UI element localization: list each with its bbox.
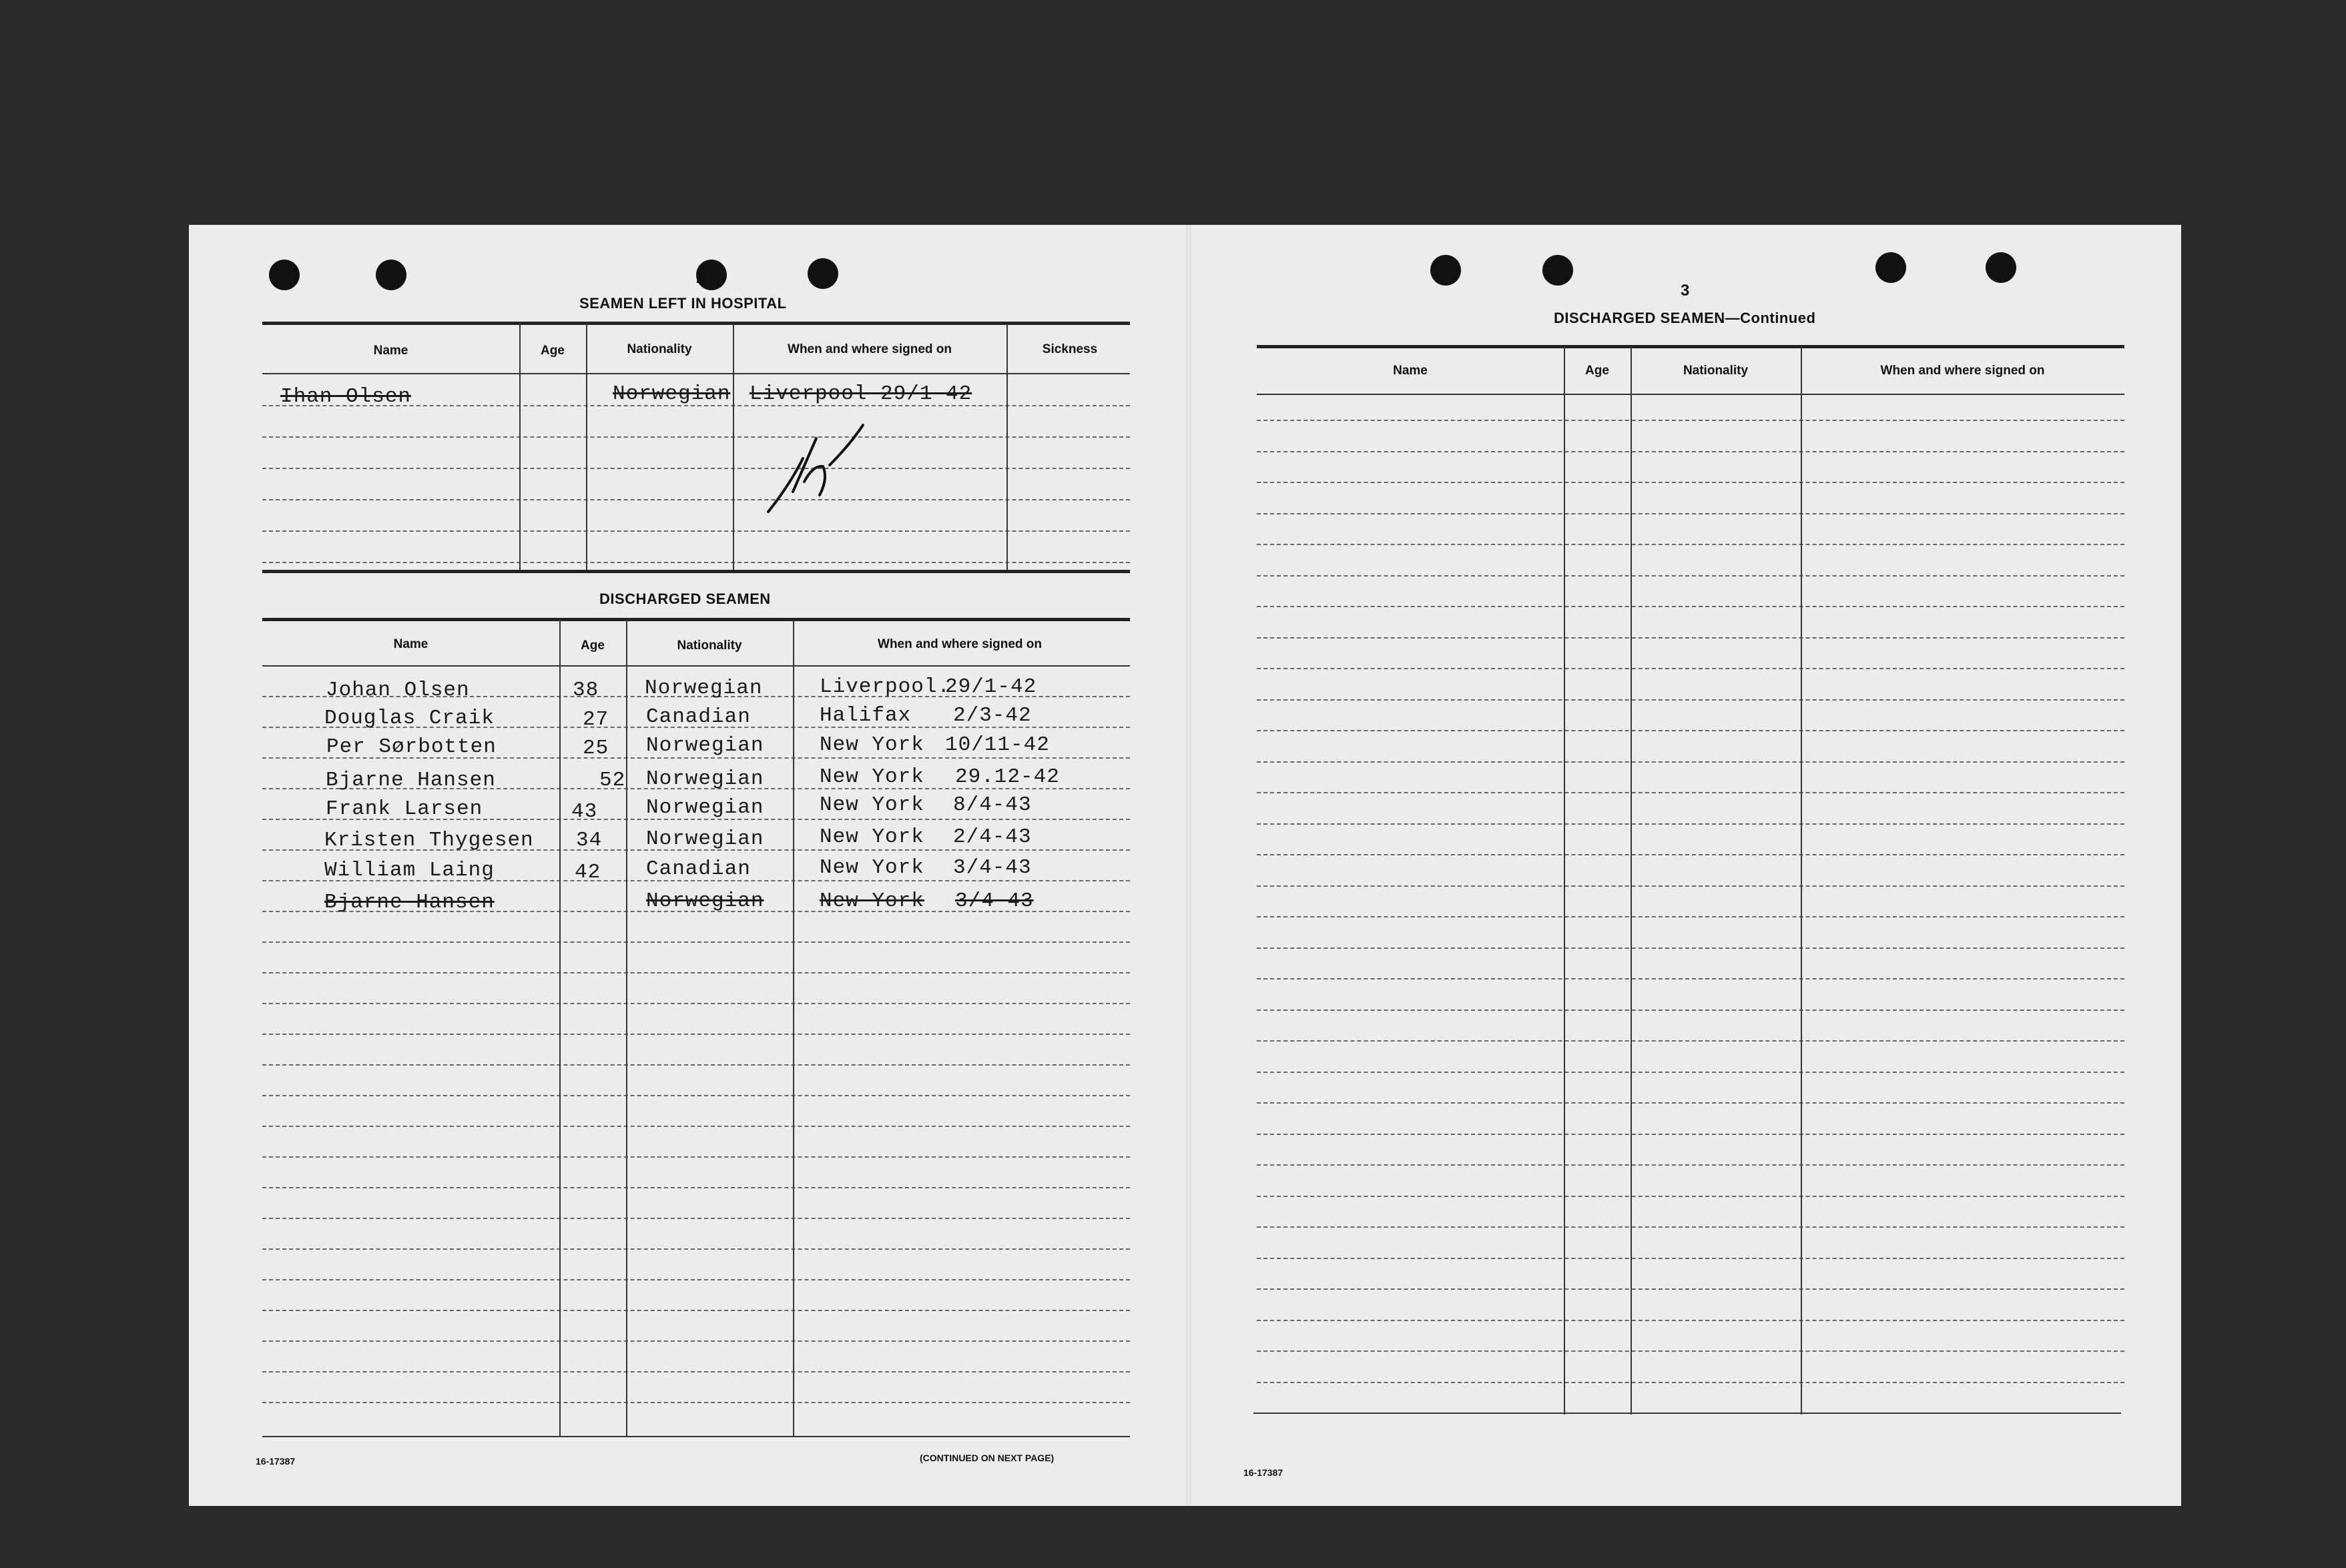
col-header-name: Name <box>393 637 428 651</box>
hospital-section-title: SEAMEN LEFT IN HOSPITAL <box>579 295 787 312</box>
row-line <box>262 1003 1130 1004</box>
row-line <box>1257 482 2124 483</box>
col-divider <box>626 620 627 1437</box>
row-line <box>1257 1226 2124 1228</box>
discharged-section-title: DISCHARGED SEAMEN <box>599 591 771 607</box>
seaman-age: 34 <box>576 829 603 852</box>
row-line <box>1257 792 2124 793</box>
seaman-age: 43 <box>571 800 598 823</box>
row-line <box>262 1310 1130 1311</box>
punch-hole <box>808 258 838 289</box>
seaman-age: 52 <box>599 769 626 792</box>
punch-hole <box>1430 255 1461 286</box>
row-line <box>1257 575 2124 576</box>
form-code: 16-17387 <box>256 1456 296 1467</box>
col-divider <box>1564 347 1565 1415</box>
page-number: 3 <box>1681 282 1690 300</box>
col-header-age: Age <box>1585 364 1609 378</box>
seaman-name: Bjarne Hansen <box>326 769 496 792</box>
seaman-place: New York <box>820 856 924 879</box>
form-code: 16-17387 <box>1243 1467 1283 1478</box>
table-rule <box>1257 394 2124 395</box>
left-page <box>189 225 1190 1506</box>
table-rule <box>262 1436 1130 1437</box>
handwritten-signature-mark <box>763 418 870 518</box>
seaman-nationality: Norwegian <box>646 734 764 757</box>
row-line <box>262 562 1130 563</box>
table-rule <box>262 665 1130 667</box>
seaman-name: Johan Olsen <box>326 679 470 702</box>
seaman-place: Halifax <box>820 704 912 727</box>
row-line <box>1257 668 2124 669</box>
table-rule <box>1257 345 2124 348</box>
row-line <box>262 1034 1130 1035</box>
seaman-nationality: Norwegian <box>646 767 764 791</box>
seaman-nationality-struck: Norwegian <box>646 889 764 913</box>
col-divider <box>519 324 521 570</box>
table-rule <box>262 373 1130 374</box>
seaman-name-struck: Bjarne Hansen <box>324 891 495 914</box>
seaman-nationality: Canadian <box>646 857 751 881</box>
row-line <box>1257 699 2124 701</box>
seaman-nationality: Norwegian <box>645 677 763 700</box>
hospital-row-signed-on: Liverpool 29/1-42 <box>750 382 972 406</box>
table-rule <box>262 322 1130 325</box>
punch-hole <box>1875 252 1906 283</box>
col-header-name: Name <box>1393 364 1428 378</box>
seaman-place: Liverpool. <box>820 675 951 699</box>
row-line <box>1257 1072 2124 1073</box>
seaman-nationality: Canadian <box>646 705 751 729</box>
seaman-place: New York <box>820 793 924 817</box>
seaman-name: Kristen Thygesen <box>324 829 534 852</box>
row-line <box>1257 606 2124 607</box>
col-header-signed-on: When and where signed on <box>1880 364 2045 378</box>
row-line <box>262 1218 1130 1219</box>
col-divider <box>1631 347 1632 1415</box>
row-line <box>262 436 1130 438</box>
seaman-nationality: Norwegian <box>646 827 764 851</box>
seaman-date-struck: 3/4-43 <box>955 889 1034 913</box>
row-line <box>1257 420 2124 421</box>
row-line <box>1257 761 2124 763</box>
seaman-date: 3/4-43 <box>953 856 1032 879</box>
punch-hole <box>269 260 300 290</box>
col-header-age: Age <box>581 639 605 653</box>
row-line <box>262 1126 1130 1127</box>
col-divider <box>559 620 561 1437</box>
seaman-date: 29.12-42 <box>955 765 1060 789</box>
seaman-date: 29/1-42 <box>945 675 1037 699</box>
seaman-age: 25 <box>583 737 609 760</box>
row-line <box>1257 1350 2124 1352</box>
row-line <box>262 499 1130 500</box>
row-line <box>1257 1010 2124 1011</box>
seaman-date: 8/4-43 <box>953 793 1032 817</box>
seaman-age: 27 <box>583 708 609 731</box>
row-line <box>1257 1288 2124 1290</box>
table-rule <box>1253 1413 2121 1414</box>
seaman-age: 42 <box>575 861 601 884</box>
seaman-nationality: Norwegian <box>646 796 764 819</box>
row-line <box>262 1279 1130 1280</box>
seaman-place: New York <box>820 765 924 789</box>
page-title: DISCHARGED SEAMEN—Continued <box>1554 310 1816 326</box>
col-divider <box>586 324 587 570</box>
punch-hole <box>1986 252 2016 283</box>
row-line <box>262 1095 1130 1096</box>
seaman-date: 2/4-43 <box>953 825 1032 849</box>
row-line <box>262 468 1130 469</box>
seaman-date: 10/11-42 <box>945 733 1050 757</box>
row-line <box>1257 947 2124 949</box>
col-header-sickness: Sickness <box>1042 342 1098 356</box>
hospital-row-name: Ihan Olsen <box>280 385 412 408</box>
col-header-signed-on: When and where signed on <box>878 637 1042 651</box>
row-line <box>262 1340 1130 1342</box>
col-header-nationality: Nationality <box>1683 364 1749 378</box>
continued-note: (CONTINUED ON NEXT PAGE) <box>920 1453 1055 1463</box>
col-divider <box>793 620 794 1437</box>
row-line <box>1257 978 2124 979</box>
seaman-place-struck: New York <box>820 889 924 913</box>
row-line <box>262 1248 1130 1250</box>
seaman-name: Frank Larsen <box>326 797 483 821</box>
col-header-age: Age <box>541 344 565 358</box>
col-header-nationality: Nationality <box>627 342 692 356</box>
row-line <box>1257 1102 2124 1104</box>
row-line <box>1257 1320 2124 1321</box>
page-number: 2 <box>696 269 705 287</box>
row-line <box>1257 1258 2124 1259</box>
row-line <box>262 1187 1130 1188</box>
row-line <box>262 1156 1130 1158</box>
punch-hole <box>376 260 406 290</box>
seaman-name: Douglas Craik <box>324 707 495 730</box>
table-rule <box>262 618 1130 621</box>
table-rule <box>262 570 1130 573</box>
row-line <box>1257 637 2124 639</box>
row-line <box>262 1371 1130 1373</box>
col-header-nationality: Nationality <box>677 639 742 653</box>
row-line <box>1257 1382 2124 1383</box>
col-header-signed-on: When and where signed on <box>788 342 952 356</box>
right-page <box>1190 225 2181 1506</box>
row-line <box>1257 1134 2124 1135</box>
seaman-place: New York <box>820 733 924 757</box>
row-line <box>262 1402 1130 1403</box>
row-line <box>1257 916 2124 917</box>
seaman-name: Per Sørbotten <box>326 735 497 759</box>
col-divider <box>1006 324 1008 570</box>
punch-hole <box>1542 255 1573 286</box>
row-line <box>1257 544 2124 545</box>
logbook-sheet <box>189 225 2181 1506</box>
row-line <box>262 530 1130 532</box>
row-line <box>1257 1040 2124 1042</box>
seaman-age: 38 <box>573 679 599 702</box>
row-line <box>1257 451 2124 452</box>
row-line <box>262 941 1130 943</box>
row-line <box>1257 1196 2124 1197</box>
seaman-place: New York <box>820 825 924 849</box>
row-line <box>1257 854 2124 855</box>
row-line <box>1257 1164 2124 1166</box>
row-line <box>1257 730 2124 731</box>
col-header-name: Name <box>373 344 408 358</box>
row-line <box>262 1064 1130 1066</box>
col-divider <box>733 324 734 570</box>
hospital-row-nationality: Norwegian <box>613 382 731 406</box>
seaman-date: 2/3-42 <box>953 704 1032 727</box>
col-divider <box>1801 347 1802 1415</box>
seaman-name: William Laing <box>324 859 495 882</box>
row-line <box>262 972 1130 973</box>
row-line <box>1257 823 2124 825</box>
row-line <box>1257 513 2124 514</box>
row-line <box>1257 885 2124 887</box>
